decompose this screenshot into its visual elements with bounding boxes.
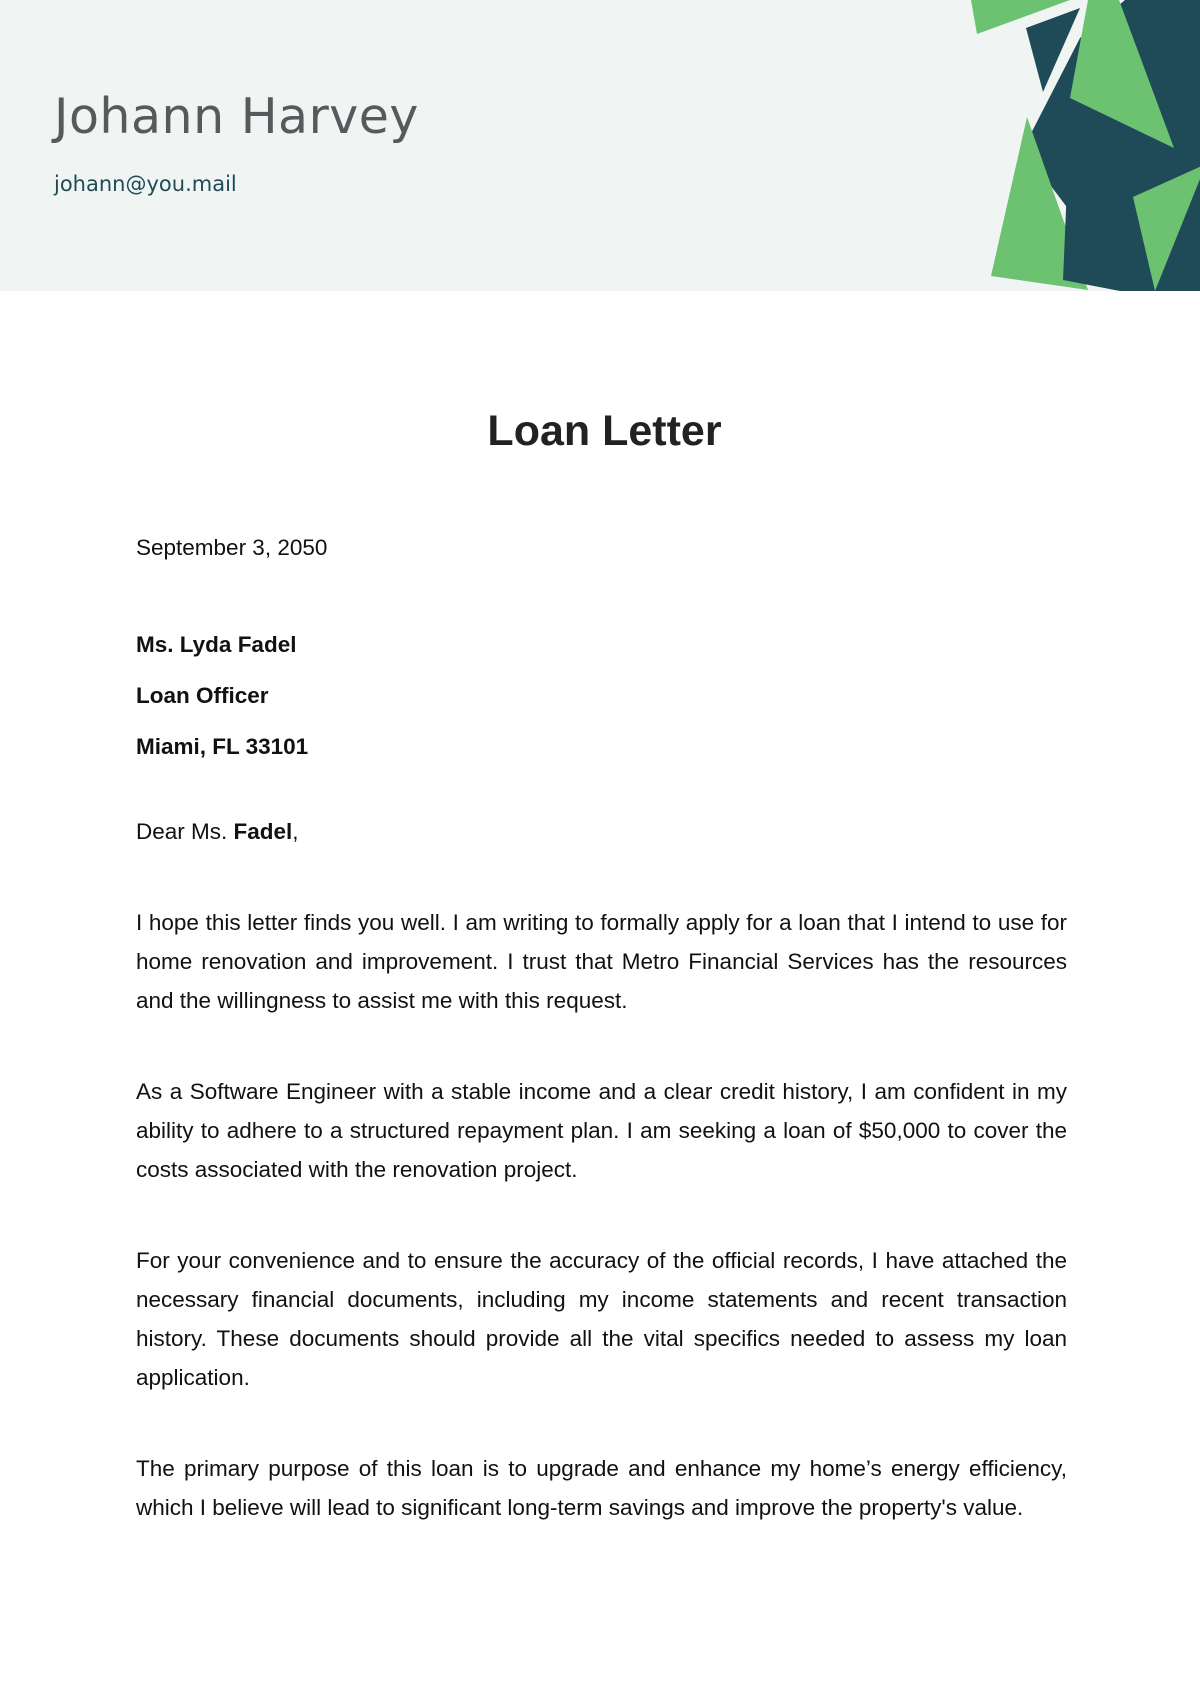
letter-title: Loan Letter <box>487 407 722 455</box>
paragraph-purpose: The primary purpose of this loan is to upgrade and enhance my home’s energy efficiency, which I believe will lead to significant long-term savings and improve the property's value. <box>136 1456 1067 1520</box>
letter-body <box>136 528 1067 1527</box>
recipient-block <box>136 619 1067 772</box>
salutation-suffix: , <box>292 819 299 844</box>
salutation <box>136 812 1067 851</box>
paragraph-qualifications: As a Software Engineer with a stable income and a clear credit history, I am confident in my ability to adhere to a structured repayment plan. I am seeking a loan of $50,000 to cover the costs associated with the renovation project. <box>136 1079 1067 1182</box>
geometric-decoration <box>880 0 1200 291</box>
recipient-name: Ms. Lyda Fadel <box>136 632 297 657</box>
paragraph-intro: I hope this letter finds you well. I am writing to formally apply for a loan that I intend to use for home renovation and improvement. I trust that Metro Financial Services has the resources and the willingness to assist me with this request. <box>136 910 1067 1013</box>
sender-name: Johann Harvey <box>54 88 419 145</box>
letterhead <box>0 0 1200 291</box>
recipient-position: Loan Officer <box>136 683 269 708</box>
letter-date: September 3, 2050 <box>136 535 328 560</box>
salutation-last-name: Fadel <box>233 819 293 844</box>
sender-email: johann@you.mail <box>54 172 237 196</box>
paragraph-documents: For your convenience and to ensure the accuracy of the official records, I have attached the necessary financial documents, including my income statements and recent transaction history. These documents should provide all the vital specifics needed to assess my loan application. <box>136 1248 1067 1390</box>
recipient-location: Miami, FL 33101 <box>136 734 309 759</box>
salutation-prefix: Dear Ms. <box>136 819 234 844</box>
